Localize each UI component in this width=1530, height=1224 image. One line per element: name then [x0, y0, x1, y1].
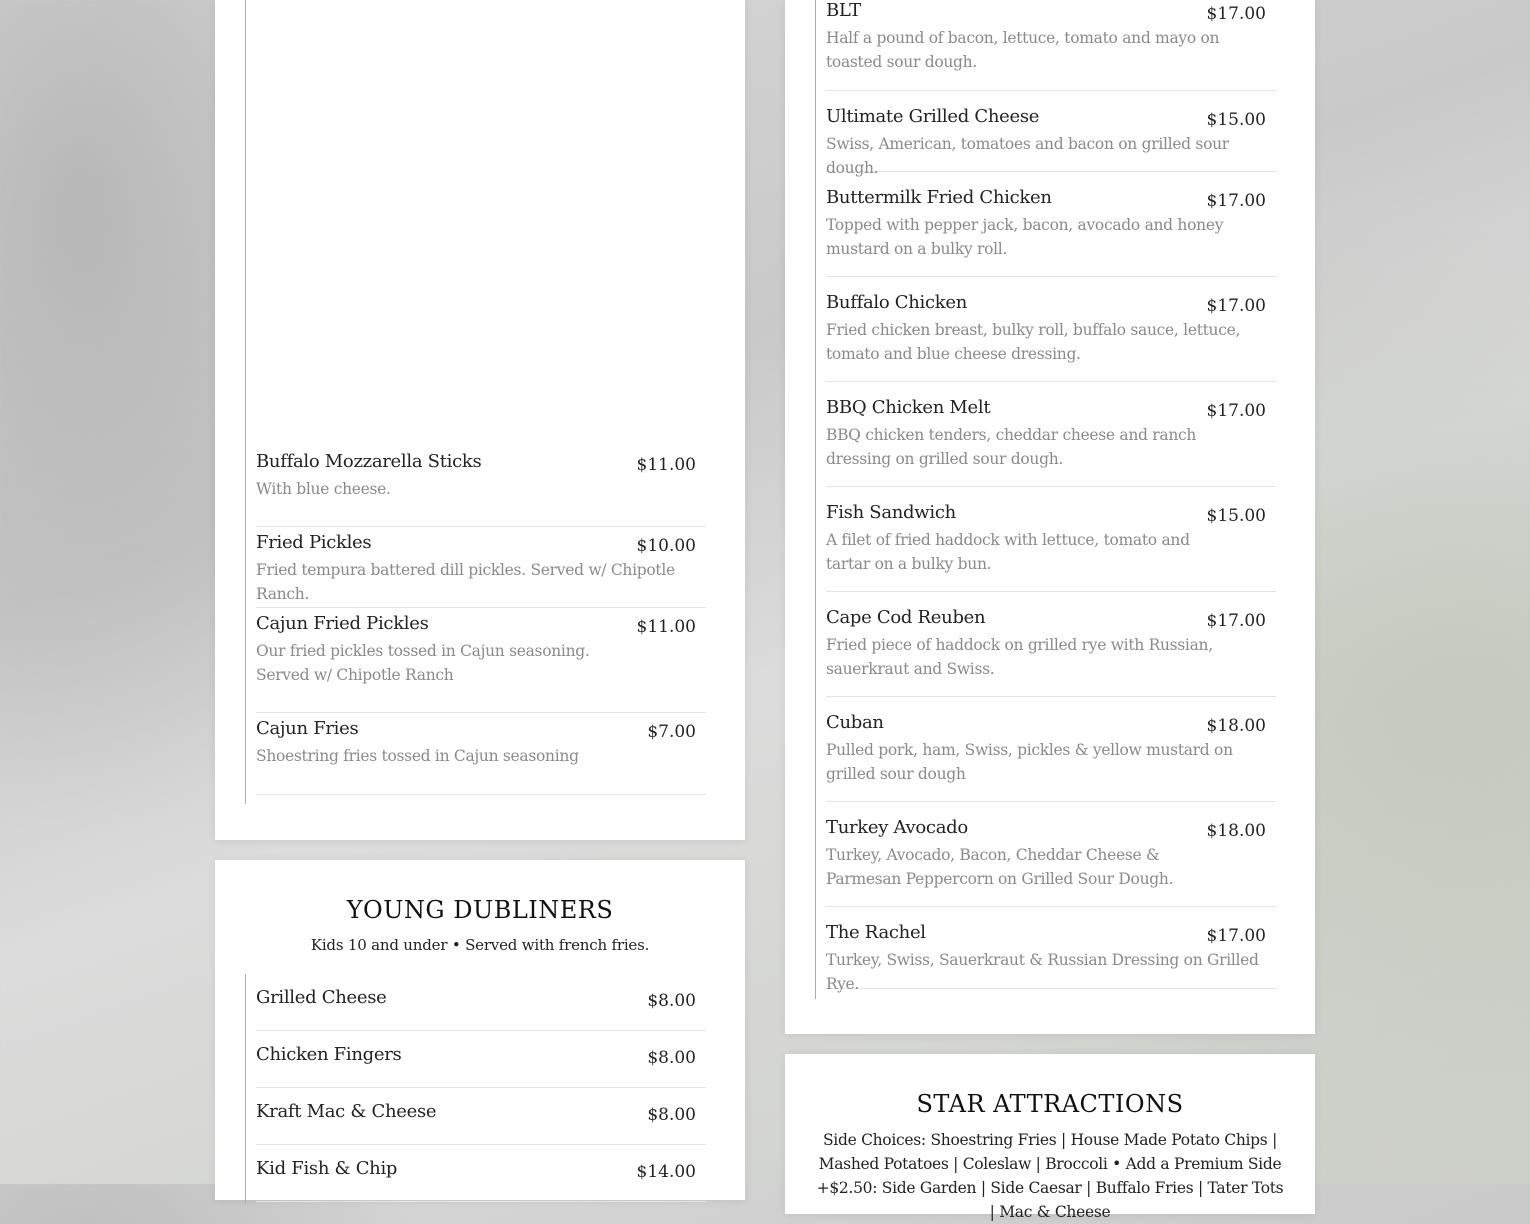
item-price: $15.00: [1206, 506, 1266, 526]
item-name: Cuban: [826, 712, 884, 733]
item-description: With blue cheese.: [256, 480, 391, 498]
item-name: The Rachel: [826, 922, 926, 943]
list-item: [826, 91, 1276, 177]
list-item: [256, 718, 706, 795]
list-item: [826, 802, 1276, 907]
item-description: Topped with pepper jack, bacon, avocado and honey mustard on a bulky roll.: [826, 216, 1224, 258]
list-item: [256, 1031, 706, 1088]
item-name: Buffalo Mozzarella Sticks: [256, 451, 482, 472]
item-price: $14.00: [636, 1162, 696, 1182]
appetizers-card: [215, 0, 745, 840]
item-price: $7.00: [647, 722, 696, 742]
sandwiches-list: [815, 0, 1276, 999]
item-name: Turkey Avocado: [826, 817, 968, 838]
item-name: Chicken Fingers: [256, 1044, 402, 1065]
item-description: Our fried pickles tossed in Cajun seasoning. Served w/ Chipotle Ranch: [256, 642, 590, 684]
item-price: $11.00: [636, 617, 696, 637]
item-price: $17.00: [1206, 296, 1266, 316]
item-price: $18.00: [1206, 821, 1266, 841]
section-subtitle: Kids 10 and under • Served with french fries.: [310, 936, 650, 954]
item-price: $10.00: [636, 536, 696, 556]
item-description: Pulled pork, ham, Swiss, pickles & yellow mustard on grilled sour dough: [826, 741, 1233, 783]
item-price: $15.00: [1206, 110, 1266, 130]
item-name: BBQ Chicken Melt: [826, 397, 991, 418]
item-description: BBQ chicken tenders, cheddar cheese and ranch dressing on grilled sour dough.: [826, 426, 1197, 468]
item-price: $18.00: [1206, 716, 1266, 736]
item-description: Shoestring fries tossed in Cajun seasoning: [256, 747, 579, 765]
item-price: $11.00: [636, 455, 696, 475]
item-price: $17.00: [1206, 401, 1266, 421]
item-name: Cajun Fried Pickles: [256, 613, 429, 634]
item-description: Fried chicken breast, bulky roll, buffalo sauce, lettuce, tomato and blue cheese dressing.: [826, 321, 1241, 363]
item-name: Kraft Mac & Cheese: [256, 1101, 437, 1122]
list-item: [826, 487, 1276, 592]
item-description: Half a pound of bacon, lettuce, tomato and mayo on toasted sour dough.: [826, 29, 1220, 71]
item-description: Fried tempura battered dill pickles. Served w/ Chipotle Ranch.: [256, 561, 675, 603]
list-item: [826, 907, 1276, 993]
item-name: Buttermilk Fried Chicken: [826, 187, 1052, 208]
item-name: Cape Cod Reuben: [826, 607, 986, 628]
list-item: [256, 1088, 706, 1145]
list-item: [256, 532, 706, 608]
item-price: $8.00: [647, 991, 696, 1011]
item-name: Fish Sandwich: [826, 502, 956, 523]
list-item: [826, 382, 1276, 487]
appetizers-list: [245, 0, 706, 804]
list-item: [256, 974, 706, 1031]
list-item: [826, 277, 1276, 382]
item-description: Turkey, Swiss, Sauerkraut & Russian Dressing on Grilled Rye.: [826, 951, 1259, 993]
item-description: Fried piece of haddock on grilled rye with Russian, sauerkraut and Swiss.: [826, 636, 1213, 678]
item-name: Grilled Cheese: [256, 987, 387, 1008]
item-name: Kid Fish & Chip: [256, 1158, 398, 1179]
list-item: [826, 172, 1276, 277]
list-item: [826, 0, 1276, 91]
kids-list: [245, 974, 706, 1204]
section-title: STAR ATTRACTIONS: [916, 1090, 1184, 1118]
list-item: [826, 697, 1276, 802]
side-choices-text: Side Choices: Shoestring Fries | House Made Potato Chips | Mashed Potatoes | Coleslaw | Broccoli • Add a Premium Side +$2.50: Side Garden | Side Caesar | Buffalo Fries | Tater Tots | Mac & Cheese: [816, 1131, 1284, 1221]
item-price: $8.00: [647, 1105, 696, 1125]
item-name: Fried Pickles: [256, 532, 372, 553]
list-item: [256, 613, 706, 713]
list-item: [256, 451, 706, 527]
young-dubliners-card: [215, 860, 745, 1200]
item-price: $17.00: [1206, 611, 1266, 631]
star-attractions-card: [785, 1054, 1315, 1221]
item-price: $17.00: [1206, 4, 1266, 24]
item-price: $17.00: [1206, 191, 1266, 211]
list-item: [826, 592, 1276, 697]
item-description: A filet of fried haddock with lettuce, tomato and tartar on a bulky bun.: [826, 531, 1190, 573]
item-description: Swiss, American, tomatoes and bacon on grilled sour dough.: [826, 135, 1229, 177]
item-name: BLT: [826, 0, 861, 21]
item-name: Ultimate Grilled Cheese: [826, 106, 1040, 127]
section-title: YOUNG DUBLINERS: [346, 896, 614, 924]
sandwiches-card: [785, 0, 1315, 1034]
item-description: Turkey, Avocado, Bacon, Cheddar Cheese & Parmesan Peppercorn on Grilled Sour Dough.: [826, 846, 1174, 888]
item-name: Cajun Fries: [256, 718, 359, 739]
item-price: $8.00: [647, 1048, 696, 1068]
item-price: $17.00: [1206, 926, 1266, 946]
list-item: [256, 1145, 706, 1202]
item-name: Buffalo Chicken: [826, 292, 968, 313]
